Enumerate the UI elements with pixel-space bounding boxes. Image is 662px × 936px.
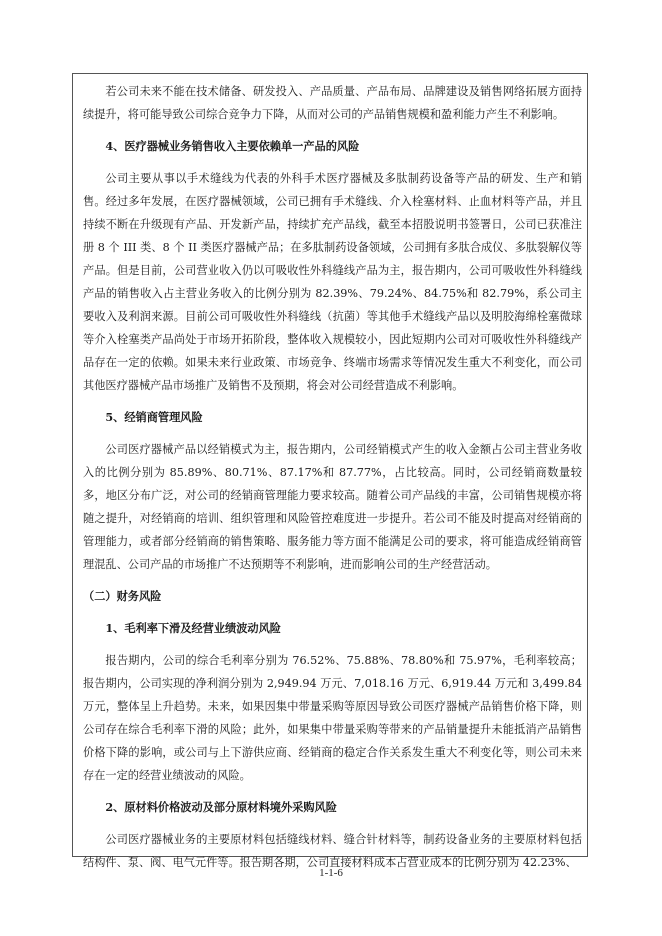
paragraph-raw-material-risk: 公司医疗器械业务的主要原材料包括缝线材料、缝合针材料等，制药设备业务的主要原材料包括结构件、泵、阀、电气元件等。报告期各期，公司直接材料成本占营业成本的比例分别为 42.23%、 — [83, 833, 582, 869]
heading-financial-risk: （二）财务风险 — [83, 589, 162, 603]
paragraph-gross-margin-risk: 报告期内，公司的综合毛利率分别为 76.52%、75.88%、78.80%和 75.97%，毛利率较高；报告期内，公司实现的净利润分别为 2,949.94 万元、7,018.16 万元、6,919.44 万元和 3,499.84 万元，整体呈上升趋势。未来，如果因集中带量采购等原因导致公司医疗器械产品销售价格下降，则公司存在综合毛利率下滑的风险；此外，如果集中带量采购等带来的产品销量提升未能抵消产品销售价格下降的影响，或公司与上下游供应商、经销商的稳定合作关系发生重大不利变化等，则公司未来存在一定的经营业绩波动的风险。 — [83, 654, 582, 782]
document-body — [73, 74, 587, 874]
heading-raw-material-risk: 2、原材料价格波动及部分原材料境外采购风险 — [105, 800, 337, 814]
heading-gross-margin-risk: 1、毛利率下滑及经营业绩波动风险 — [105, 621, 281, 635]
paragraph-single-product-risk: 公司主要从事以手术缝线为代表的外科手术医疗器械及多肽制药设备等产品的研发、生产和销售。经过多年发展，在医疗器械领域，公司已拥有手术缝线、介入栓塞材料、止血材料等产品，并且持续不断在升级现有产品、开发新产品，持续扩充产品线，截至本招股说明书签署日，公司已获准注册 8 个 III 类、8 个 II 类医疗器械产品；在多肽制药设备领域，公司拥有多肽合成仪、多肽裂解仪等产品。但是目前，公司营业收入仍以可吸收性外科缝线产品为主，报告期内，公司可吸收性外科缝线产品的销售收入占主营业务收入的比例分别为 82.39%、79.24%、84.75%和 82.79%，系公司主要收入及利润来源。目前公司可吸收性外科缝线（抗菌）等其他手术缝线产品以及明胶海绵栓塞微球等介入栓塞类产品尚处于市场开拓阶段，整体收入规模较小，因此短期内公司对可吸收性外科缝线产品存在一定的依赖。如果未来行业政策、市场竞争、终端市场需求等情况发生重大不利变化，而公司其他医疗器械产品市场推广及销售不及预期，将会对公司经营造成不利影响。 — [83, 172, 582, 392]
paragraph-distributor-risk: 公司医疗器械产品以经销模式为主，报告期内，公司经销模式产生的收入金额占公司主营业务收入的比例分别为 85.89%、80.71%、87.17%和 87.77%，占比较高。同时，公司经销商数量较多，地区分布广泛，对公司的经销商管理能力要求较高。随着公司产品线的丰富，公司销售规模亦将随之提升，对经销商的培训、组织管理和风险管控难度进一步提升。若公司不能及时提高对经销商的管理能力，或者部分经销商的销售策略、服务能力等方面不能满足公司的要求，将可能造成经销商管理混乱、公司产品的市场推广不达预期等不利影响，进而影响公司的生产经营活动。 — [83, 443, 582, 571]
page-number: 1-1-6 — [319, 867, 343, 879]
heading-single-product-risk: 4、医疗器械业务销售收入主要依赖单一产品的风险 — [105, 139, 360, 153]
heading-distributor-risk: 5、经销商管理风险 — [105, 410, 203, 424]
page-frame — [72, 73, 588, 869]
paragraph-competitiveness: 若公司未来不能在技术储备、研发投入、产品质量、产品布局、品牌建设及销售网络拓展方面持续提升，将可能导致公司综合竞争力下降，从而对公司的产品销售规模和盈利能力产生不利影响。 — [83, 85, 582, 121]
